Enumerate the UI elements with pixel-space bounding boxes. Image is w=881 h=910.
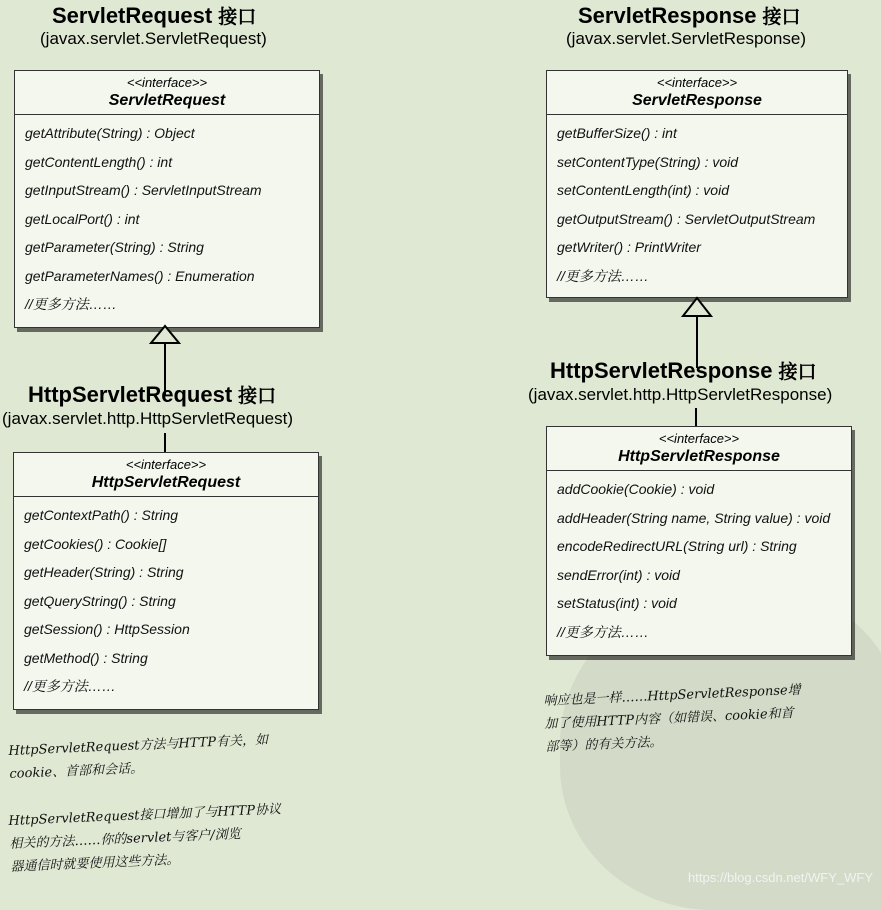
method-item: //更多方法…… — [557, 623, 649, 640]
stereotype-label: <<interface>> — [126, 75, 208, 90]
method-item: sendError(int) : void — [557, 566, 680, 583]
method-item: getHeader(String) : String — [24, 564, 184, 580]
httpservletrequest-title: HttpServletRequest 接口 — [28, 382, 277, 407]
stereotype-label: <<interface>> — [658, 431, 740, 446]
left-connector-line — [164, 433, 166, 453]
method-item: addHeader(String name, String value) : void — [557, 509, 831, 526]
class-header — [547, 71, 847, 115]
note-line: HttpServletRequest方法与HTTP有关，如 — [8, 732, 269, 759]
note-response — [543, 679, 803, 759]
method-item: getWriter() : PrintWriter — [557, 239, 701, 255]
class-name: HttpServletResponse — [618, 448, 780, 465]
servletrequest-class-box — [14, 70, 320, 328]
method-list — [547, 471, 851, 650]
method-list — [14, 497, 318, 705]
method-item: getSession() : HttpSession — [24, 621, 190, 637]
note-line: 相关的方法……你的servlet与客户/浏览 — [9, 826, 242, 852]
method-item: getBufferSize() : int — [557, 125, 677, 141]
method-item: getOutputStream() : ServletOutputStream — [557, 210, 816, 227]
stereotype-label: <<interface>> — [125, 457, 207, 472]
method-item: getContentLength() : int — [25, 153, 173, 170]
method-item: //更多方法…… — [25, 296, 117, 312]
servletresponse-class-box — [546, 70, 848, 298]
class-header — [547, 427, 851, 471]
httpservletresponse-subtitle: (javax.servlet.http.HttpServletResponse) — [528, 385, 833, 404]
method-item: getLocalPort() : int — [25, 210, 140, 227]
method-item: getQueryString() : String — [24, 592, 176, 609]
note-request-interface — [8, 798, 284, 879]
httpservletrequest-class-box — [13, 452, 319, 710]
httpservletresponse-title: HttpServletResponse 接口 — [550, 358, 817, 383]
method-item: setContentType(String) : void — [557, 153, 739, 170]
watermark-text: https://blog.csdn.net/WFY_WFY — [688, 870, 873, 885]
method-item: //更多方法…… — [557, 267, 649, 284]
method-item: getParameterNames() : Enumeration — [25, 267, 255, 284]
class-header — [14, 453, 318, 497]
class-name: HttpServletRequest — [91, 474, 241, 491]
method-item: getContextPath() : String — [24, 507, 179, 523]
servletrequest-title: ServletRequest 接口 — [52, 3, 257, 28]
httpservletresponse-class-box — [546, 426, 852, 656]
method-item: addCookie(Cookie) : void — [557, 481, 715, 497]
method-item: setContentLength(int) : void — [557, 182, 729, 198]
method-item: getCookies() : Cookie[] — [24, 535, 167, 552]
note-line: cookie、首部和会话。 — [9, 761, 144, 782]
note-line: 响应也是一样……HttpServletResponse增 — [543, 682, 801, 709]
class-name: ServletRequest — [108, 92, 226, 109]
method-item: getInputStream() : ServletInputStream — [25, 182, 262, 198]
method-item: setStatus(int) : void — [557, 595, 677, 611]
note-line: 器通信时就要使用这些方法。 — [10, 852, 180, 875]
method-item: //更多方法…… — [24, 678, 116, 694]
right-connector-line — [695, 408, 697, 426]
servletresponse-title: ServletResponse 接口 — [578, 3, 801, 28]
class-name: ServletResponse — [632, 92, 762, 109]
stereotype-label: <<interface>> — [656, 75, 738, 90]
method-item: getAttribute(String) : Object — [25, 125, 195, 141]
servletrequest-subtitle: (javax.servlet.ServletRequest) — [40, 29, 267, 48]
note-request-http — [8, 729, 270, 786]
httpservletrequest-subtitle: (javax.servlet.http.HttpServletRequest) — [2, 409, 294, 428]
method-list — [547, 115, 847, 294]
method-list — [15, 115, 319, 323]
note-line: HttpServletRequest接口增加了与HTTP协议 — [8, 802, 282, 829]
method-item: encodeRedirectURL(String url) : String — [557, 538, 797, 554]
class-header — [15, 71, 319, 115]
method-item: getMethod() : String — [24, 649, 148, 666]
note-line: 部等）的有关方法。 — [545, 734, 663, 755]
method-item: getParameter(String) : String — [25, 239, 204, 255]
note-line: 加了使用HTTP内容（如错误、cookie和首 — [544, 706, 794, 732]
servletresponse-subtitle: (javax.servlet.ServletResponse) — [566, 29, 806, 48]
